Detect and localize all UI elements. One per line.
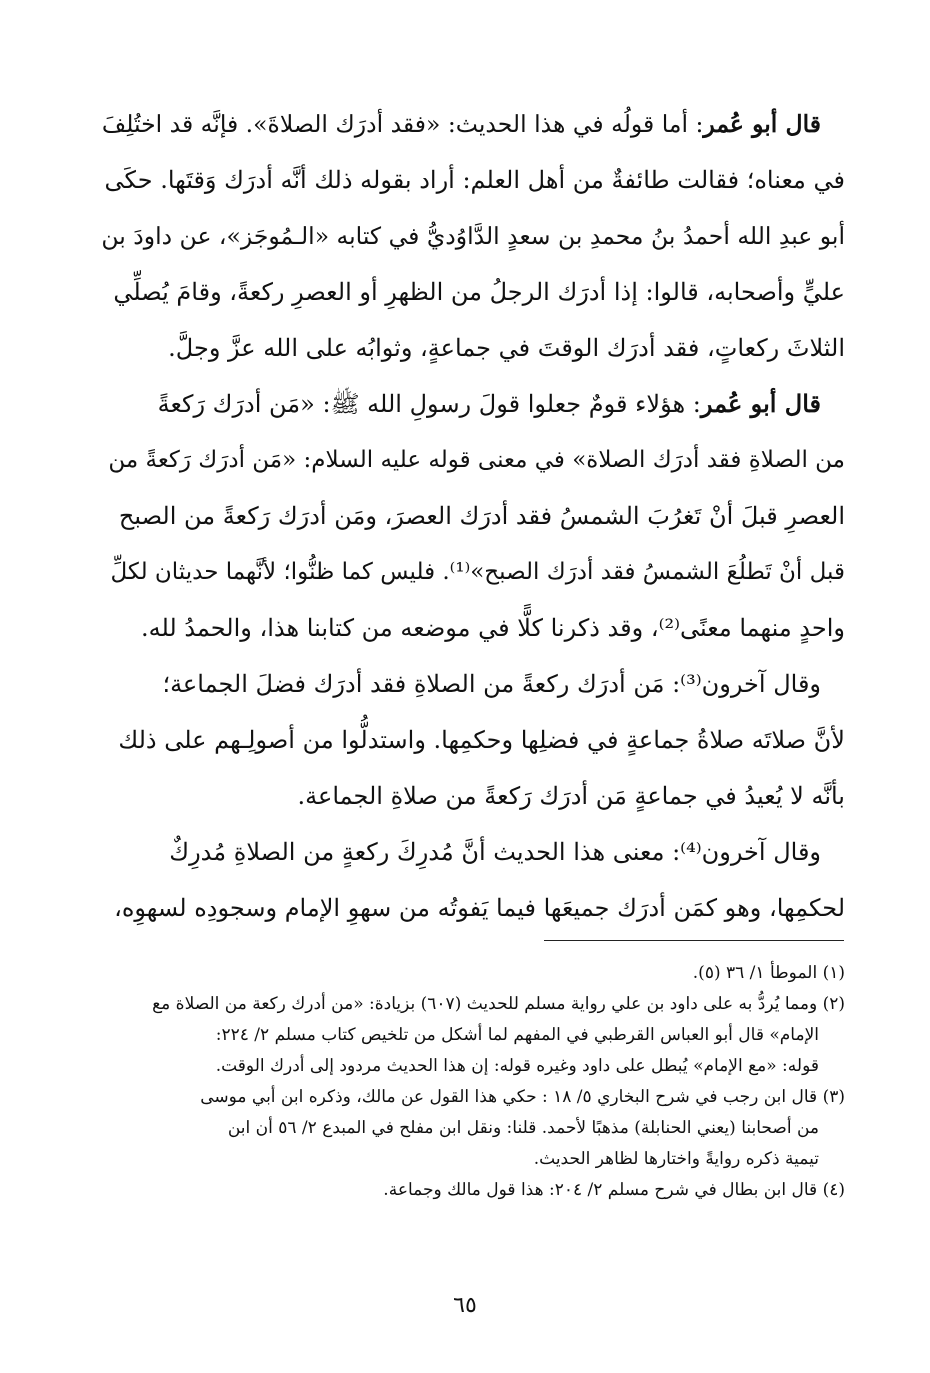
text-line: لأنَّ صلاتَه صلاةُ جماعةٍ في فضلِها وحكمِها. واستدلُّوا من أصولِـهم على ذلك — [118, 726, 845, 754]
text-line: وقال آخرون⁽³⁾: مَن أدرَك ركعةً من الصلاةِ فقد أدرَك فضلَ الجماعة؛ — [162, 670, 821, 698]
footnote-line: قوله: «مع الإمام» يُبطل على داود وغيره قوله: إن هذا الحديث مردود إلى أدرك الوقت. — [215, 1056, 819, 1076]
text-line: واحدٍ منهما معنًى⁽²⁾، وقد ذكرنا كلًّا في موضعه من كتابنا هذا، والحمدُ لله. — [140, 614, 845, 642]
page-number: ٦٥ — [453, 1293, 477, 1318]
text-line: من الصلاةِ فقد أدرَك الصلاة» في معنى قوله عليه السلام: «مَن أدرَك رَكعةً من — [108, 447, 845, 473]
speaker-label: قال أبو عُمر — [700, 389, 821, 418]
text-line: قال أبو عُمر: هؤلاء قومٌ جعلوا قولَ رسولِ الله ﷺ: «مَن أدرَك رَكعةً — [157, 389, 821, 418]
footnote-line: (١) الموطأ ١/ ٣٦ (٥). — [692, 963, 845, 983]
footnote-line: (٤) قال ابن بطال في شرح مسلم ٢/ ٢٠٤: هذا قول مالك وجماعة. — [383, 1180, 845, 1200]
text-line: أبو عبدِ الله أحمدُ بنُ محمدِ بن سعدٍ الدَّاوُديُّ في كتابه «الـمُوجَز»، عن داودَ بن — [101, 222, 845, 250]
text-line: العصرِ قبلَ أنْ تَغرُبَ الشمسُ فقد أدرَك العصرَ، ومَن أدرَك رَكعةً من الصبح — [118, 502, 845, 530]
text-line: الثلاثَ ركعاتٍ، فقد أدرَك الوقتَ في جماعةٍ، وثوابُه على الله عزَّ وجلَّ. — [168, 334, 845, 362]
footnote-line: تيمية ذكره روايةً واختارها لظاهر الحديث. — [533, 1149, 819, 1169]
text-line: وقال آخرون⁽⁴⁾: معنى هذا الحديث أنَّ مُدرِكَ ركعةٍ من الصلاةِ مُدرِكٌ — [169, 838, 821, 866]
speaker-label: قال أبو عُمر — [703, 110, 821, 138]
text-line: بأنَّه لا يُعيدُ في جماعةٍ مَن أدرَك رَكعةً من صلاةِ الجماعة. — [297, 782, 845, 810]
text-line: قال أبو عُمر: أما قولُه في هذا الحديث: «فقد أدرَك الصلاةَ». فإنَّه قد اختُلِفَ — [101, 110, 821, 138]
footnote-divider — [544, 940, 844, 941]
main-text — [100, 96, 845, 936]
text-line: قبل أنْ تَطلُعَ الشمسُ فقد أدرَك الصبح»⁽¹⁾. فليس كما ظنُّوا؛ لأنَّهما حديثان لكلِّ — [110, 559, 845, 585]
footnote-line: (٢) ومما يُردُّ به على داود بن علي رواية مسلم للحديث (٦٠٧) بزيادة: «من أدرك ركعة من الصلاة مع — [152, 994, 845, 1014]
text-line: في معناه؛ فقالت طائفةٌ من أهل العلم: أراد بقوله ذلك أنَّه أدرَك وَقتَها. حكَى — [104, 166, 845, 194]
text-line: لحكمِها، وهو كمَن أدرَك جميعَها فيما يَفوتُه من سهوِ الإمام وسجودِه لسهوِه، — [114, 894, 845, 922]
footnote-line: الإمام» قال أبو العباس القرطبي في المفهم لما أشكل من تلخيص كتاب مسلم ٢/ ٢٢٤: — [215, 1025, 819, 1045]
text-line: عليٍّ وأصحابه، قالوا: إذا أدرَك الرجلُ من الظهرِ أو العصرِ ركعةً، وقامَ يُصلِّي — [113, 278, 845, 306]
footnote-line: (٣) قال ابن رجب في شرح البخاري ٥/ ١٨ : حكي هذا القول عن مالك، وذكره ابن أبي موسى — [200, 1087, 845, 1107]
footnotes — [100, 958, 845, 1206]
footnote-line: من أصحابنا (يعني الحنابلة) مذهبًا لأحمد. قلنا: ونقل ابن مفلح في المبدع ٢/ ٥٦ أن ابن — [227, 1118, 819, 1138]
